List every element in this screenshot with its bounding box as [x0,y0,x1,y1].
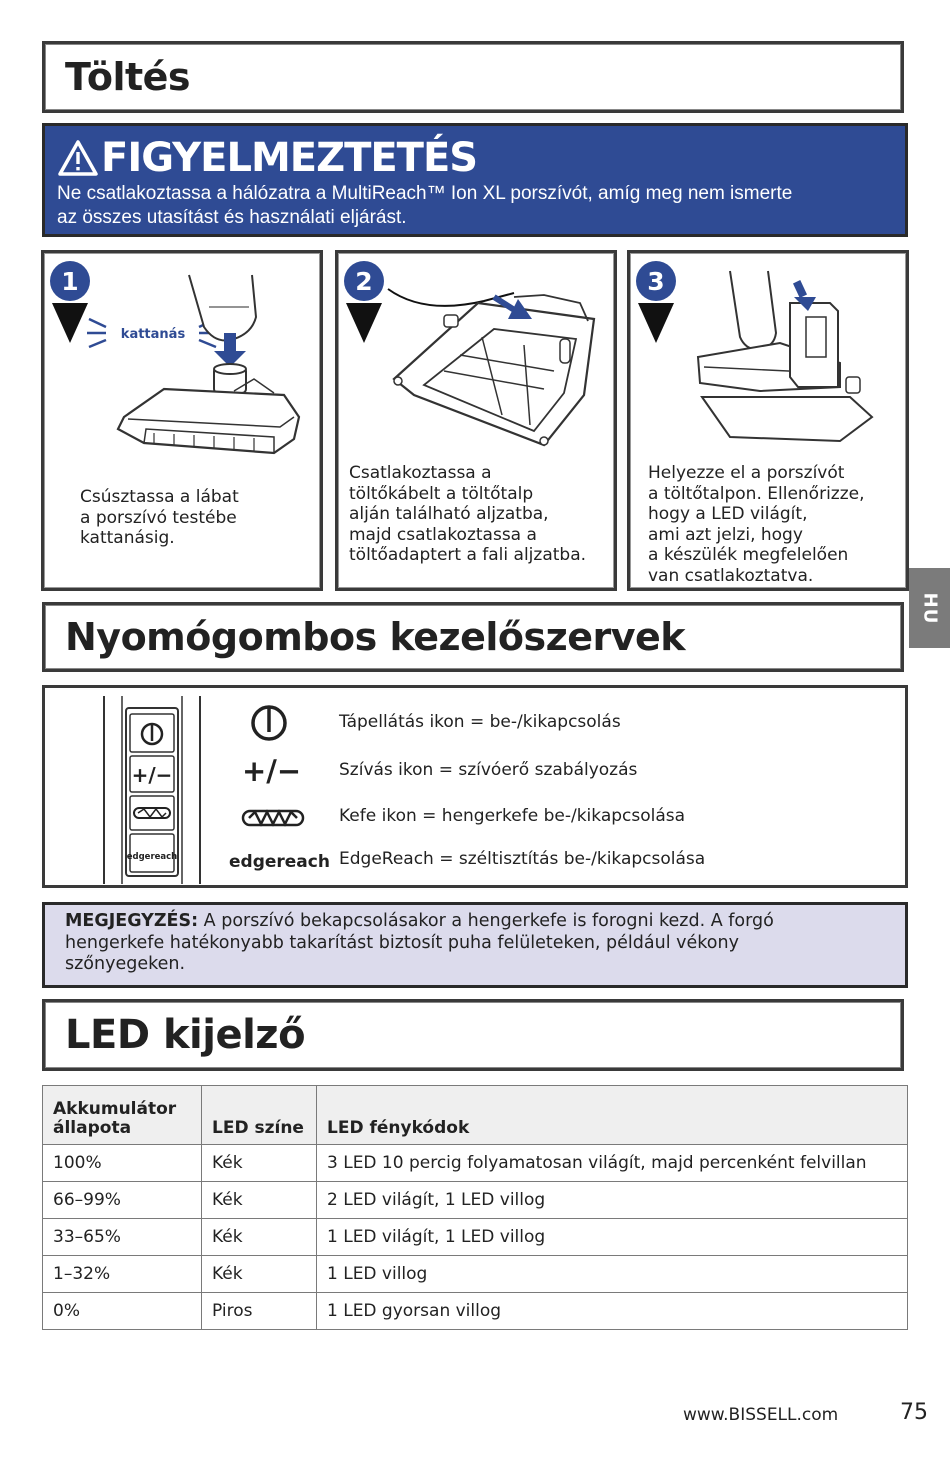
table-row [43,1293,908,1330]
cell-color: Kék [202,1256,317,1293]
controls-panel [42,685,908,888]
step-2-text: Csatlakoztassa a töltőkábelt a töltőtalp alján található aljzatba, majd csatlakoztassa a töltőadaptert a fali aljzatba. [349,463,587,565]
cell-battery: 0% [43,1293,202,1330]
click-callout: kattanás [120,327,186,342]
controls-section-header [42,602,904,672]
step-2-panel [335,250,617,591]
step-1-text: Csúsztassa a lábat a porszívó testébe kattanásig. [80,487,239,548]
control-suction-text: Szívás ikon = szívóerő szabályozás [339,760,638,780]
charging-section-header [42,41,904,113]
charging-base-illustration [384,275,614,455]
cell-codes: 1 LED világít, 1 LED villog [317,1219,908,1256]
footer-url[interactable]: www.BISSELL.com [683,1405,839,1425]
table-row [43,1182,908,1219]
cell-battery: 1–32% [43,1256,202,1293]
cell-codes: 3 LED 10 percig folyamatosan világít, majd percenként felvillan [317,1145,908,1182]
note-text: szőnyegeken. [65,954,186,974]
table-row [43,1256,908,1293]
suction-icon: +/− [242,754,302,788]
page-number: 75 [900,1400,928,1425]
warning-text-line: Ne csatlakoztassa a hálózatra a MultiReach™ Ion XL porszívót, amíg meg nem ismerte [57,183,793,204]
control-power-text: Tápellátás ikon = be-/kikapcsolás [339,712,621,732]
nozzle-attach-illustration [84,267,314,467]
step-number: 2 [355,267,373,296]
cell-battery: 100% [43,1145,202,1182]
cell-battery: 33–65% [43,1219,202,1256]
control-brush-text: Kefe ikon = hengerkefe be-/kikapcsolása [339,806,686,826]
controls-title: Nyomógombos kezelőszervek [65,615,686,659]
step-3-text: Helyezze el a porszívót a töltőtalpon. Ellenőrizze, hogy a LED világít, ami azt jelzi, hogy a készülék megfelelően van csatlakoztatva. [648,463,865,586]
control-edgereach-text: EdgeReach = széltisztítás be-/kikapcsolása [339,849,706,869]
step-number-badge [344,259,384,343]
header-codes: LED fénykódok [317,1086,908,1145]
note-text: hengerkefe hatékonyabb takarítást biztosít puha felületeken, például vékony [65,932,739,953]
warning-heading [57,132,477,184]
edgereach-icon: edgereach [229,852,330,872]
led-title: LED kijelző [65,1012,306,1058]
charging-title: Töltés [65,55,191,99]
cell-color: Kék [202,1182,317,1219]
table-row [43,1145,908,1182]
led-status-table [42,1085,908,1330]
table-header-row [43,1086,908,1145]
step-number: 1 [61,267,79,296]
step-3-panel [627,250,909,591]
header-battery: Akkumulátor állapota [43,1086,202,1145]
cell-color: Kék [202,1219,317,1256]
note-line [65,911,885,933]
warning-text [57,182,857,230]
warning-title: FIGYELMEZTETÉS [101,135,478,181]
note-box [42,902,908,988]
cell-codes: 1 LED gyorsan villog [317,1293,908,1330]
button-panel-illustration [100,696,205,884]
table-row [43,1219,908,1256]
panel-suction-label: +/− [131,763,173,787]
warning-text-line: az összes utasítást és használati eljárást. [57,207,407,228]
cell-battery: 66–99% [43,1182,202,1219]
panel-edge-label: edgereach [126,852,178,862]
note-text: A porszívó bekapcsolásakor a hengerkefe is forogni kezd. A forgó [198,911,774,931]
power-icon [250,704,288,742]
vacuum-on-base-illustration [690,267,900,452]
language-tab-label: HU [919,592,940,624]
cell-color: Kék [202,1145,317,1182]
brush-icon [241,806,305,830]
warning-triangle-icon [57,139,99,177]
step-number: 3 [647,267,665,296]
led-section-header [42,999,904,1071]
step-number-badge [636,259,676,343]
cell-color: Piros [202,1293,317,1330]
note-label: MEGJEGYZÉS: [65,911,199,931]
language-tab [909,568,950,648]
header-color: LED színe [202,1086,317,1145]
step-1-panel [41,250,323,591]
warning-banner [42,123,908,237]
cell-codes: 1 LED villog [317,1256,908,1293]
cell-codes: 2 LED világít, 1 LED villog [317,1182,908,1219]
